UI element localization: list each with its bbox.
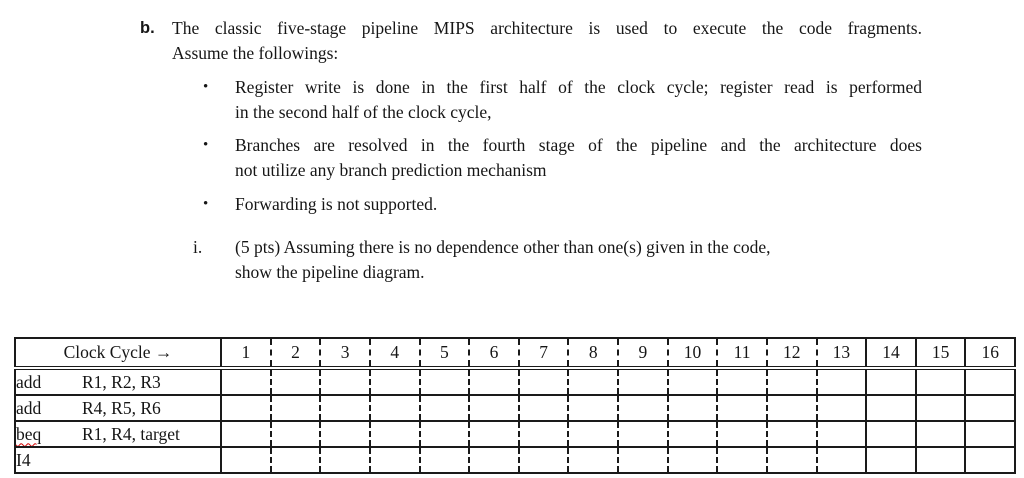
pipeline-cell	[668, 447, 718, 473]
instruction-mnemonic: add	[16, 371, 42, 392]
pipeline-cell	[618, 368, 668, 395]
subquestion-i-line-2: show the pipeline diagram.	[235, 261, 425, 282]
cycle-header: 12	[767, 338, 817, 368]
cycle-header: 1	[221, 338, 271, 368]
cycle-header: 5	[420, 338, 470, 368]
pipeline-cell	[469, 421, 519, 447]
bullet-item-register-write	[203, 75, 922, 124]
instruction-operands: R1, R2, R3	[82, 371, 161, 392]
pipeline-cell	[420, 368, 470, 395]
table-row-beq	[15, 421, 1015, 447]
pipeline-cell	[767, 447, 817, 473]
pipeline-cell	[519, 395, 569, 421]
pipeline-diagram-table	[14, 337, 1016, 474]
pipeline-cell	[271, 368, 321, 395]
pipeline-cell	[965, 447, 1015, 473]
bullet-item-forwarding	[203, 192, 922, 217]
pipeline-cell	[568, 421, 618, 447]
pipeline-cell	[717, 368, 767, 395]
bullet-icon: •	[203, 137, 209, 153]
question-b-label: b.	[140, 19, 155, 37]
pipeline-cell	[221, 447, 271, 473]
cycle-header: 14	[866, 338, 916, 368]
pipeline-cell	[320, 447, 370, 473]
pipeline-cell	[916, 368, 966, 395]
pipeline-cell	[320, 421, 370, 447]
pipeline-cell	[420, 395, 470, 421]
question-b-line-2: Assume the followings:	[172, 42, 339, 63]
bullet-icon: •	[203, 79, 209, 95]
pipeline-cell	[469, 447, 519, 473]
instruction-label	[15, 421, 221, 447]
bullet-3-line-1: Forwarding is not supported.	[235, 194, 438, 214]
table-header-row	[15, 338, 1015, 368]
pipeline-cell	[668, 421, 718, 447]
pipeline-cell	[271, 421, 321, 447]
pipeline-cell	[965, 368, 1015, 395]
pipeline-cell	[221, 395, 271, 421]
pipeline-cell	[866, 447, 916, 473]
pipeline-cell	[420, 421, 470, 447]
pipeline-cell	[817, 421, 867, 447]
bullet-text	[235, 75, 922, 124]
cycle-header: 6	[469, 338, 519, 368]
pipeline-cell	[916, 395, 966, 421]
pipeline-cell	[817, 395, 867, 421]
instruction-label	[15, 447, 221, 473]
cycle-header: 16	[965, 338, 1015, 368]
pipeline-cell	[221, 368, 271, 395]
bullet-text	[235, 133, 922, 182]
pipeline-cell	[420, 447, 470, 473]
pipeline-cell	[519, 421, 569, 447]
pipeline-cell	[668, 395, 718, 421]
question-b-text	[172, 16, 922, 65]
pipeline-cell	[767, 395, 817, 421]
pipeline-cell	[370, 395, 420, 421]
bullet-2-line-1: Branches are resolved in the fourth stage of the pipeline and the architecture does	[235, 135, 922, 155]
instruction-mnemonic: add	[16, 397, 42, 418]
pipeline-cell	[370, 368, 420, 395]
subquestion-i-label: i.	[193, 237, 203, 257]
pipeline-cell	[271, 395, 321, 421]
pipeline-cell	[469, 368, 519, 395]
pipeline-cell	[568, 447, 618, 473]
pipeline-cell	[717, 421, 767, 447]
subquestion-i-text	[235, 235, 922, 284]
cycle-header: 11	[717, 338, 767, 368]
question-b	[140, 16, 922, 65]
instruction-mnemonic: beq	[16, 423, 42, 444]
subquestion-i-line-1: (5 pts) Assuming there is no dependence other than one(s) given in the code,	[235, 237, 771, 257]
pipeline-cell	[221, 421, 271, 447]
pipeline-cell	[519, 368, 569, 395]
cycle-header: 15	[916, 338, 966, 368]
cycle-header: 13	[817, 338, 867, 368]
pipeline-cell	[568, 368, 618, 395]
instruction-operands: R1, R4, target	[82, 423, 180, 444]
pipeline-cell	[469, 395, 519, 421]
pipeline-cell	[717, 447, 767, 473]
pipeline-cell	[320, 368, 370, 395]
pipeline-cell	[767, 421, 817, 447]
question-b-line-1: The classic five-stage pipeline MIPS architecture is used to execute the code fragments.	[172, 18, 922, 38]
cycle-header: 9	[618, 338, 668, 368]
pipeline-cell	[320, 395, 370, 421]
table-row-add-2	[15, 395, 1015, 421]
pipeline-cell	[817, 368, 867, 395]
subquestion-i	[193, 235, 922, 284]
cycle-header: 10	[668, 338, 718, 368]
bullet-item-branches	[203, 133, 922, 182]
pipeline-cell	[370, 421, 420, 447]
pipeline-cell	[618, 447, 668, 473]
table-row-add-1	[15, 368, 1015, 395]
instruction-label	[15, 368, 221, 395]
instruction-operands: R4, R5, R6	[82, 397, 161, 418]
pipeline-cell	[866, 395, 916, 421]
pipeline-cell	[866, 368, 916, 395]
pipeline-cell	[817, 447, 867, 473]
instruction-mnemonic: I4	[16, 449, 31, 470]
pipeline-cell	[618, 395, 668, 421]
cycle-header: 4	[370, 338, 420, 368]
bullet-1-line-1: Register write is done in the first half of the clock cycle; register read is performed	[235, 77, 922, 97]
cycle-header: 3	[320, 338, 370, 368]
cycle-header: 7	[519, 338, 569, 368]
pipeline-cell	[965, 421, 1015, 447]
pipeline-cell	[866, 421, 916, 447]
bullet-1-line-2: in the second half of the clock cycle,	[235, 101, 492, 122]
pipeline-diagram-table-wrap	[14, 337, 1016, 474]
pipeline-cell	[370, 447, 420, 473]
pipeline-cell	[668, 368, 718, 395]
pipeline-cell	[519, 447, 569, 473]
instruction-label	[15, 395, 221, 421]
cycle-header: 2	[271, 338, 321, 368]
bullet-text	[235, 192, 922, 217]
bullet-2-line-2: not utilize any branch prediction mechanism	[235, 159, 547, 180]
pipeline-cell	[767, 368, 817, 395]
cycle-header: 8	[568, 338, 618, 368]
table-row-i4	[15, 447, 1015, 473]
pipeline-cell	[271, 447, 321, 473]
pipeline-cell	[916, 447, 966, 473]
bullet-icon: •	[203, 196, 209, 212]
pipeline-cell	[618, 421, 668, 447]
pipeline-cell	[965, 395, 1015, 421]
pipeline-cell	[916, 421, 966, 447]
clock-cycle-header: Clock Cycle →	[15, 338, 221, 368]
pipeline-cell	[568, 395, 618, 421]
pipeline-cell	[717, 395, 767, 421]
